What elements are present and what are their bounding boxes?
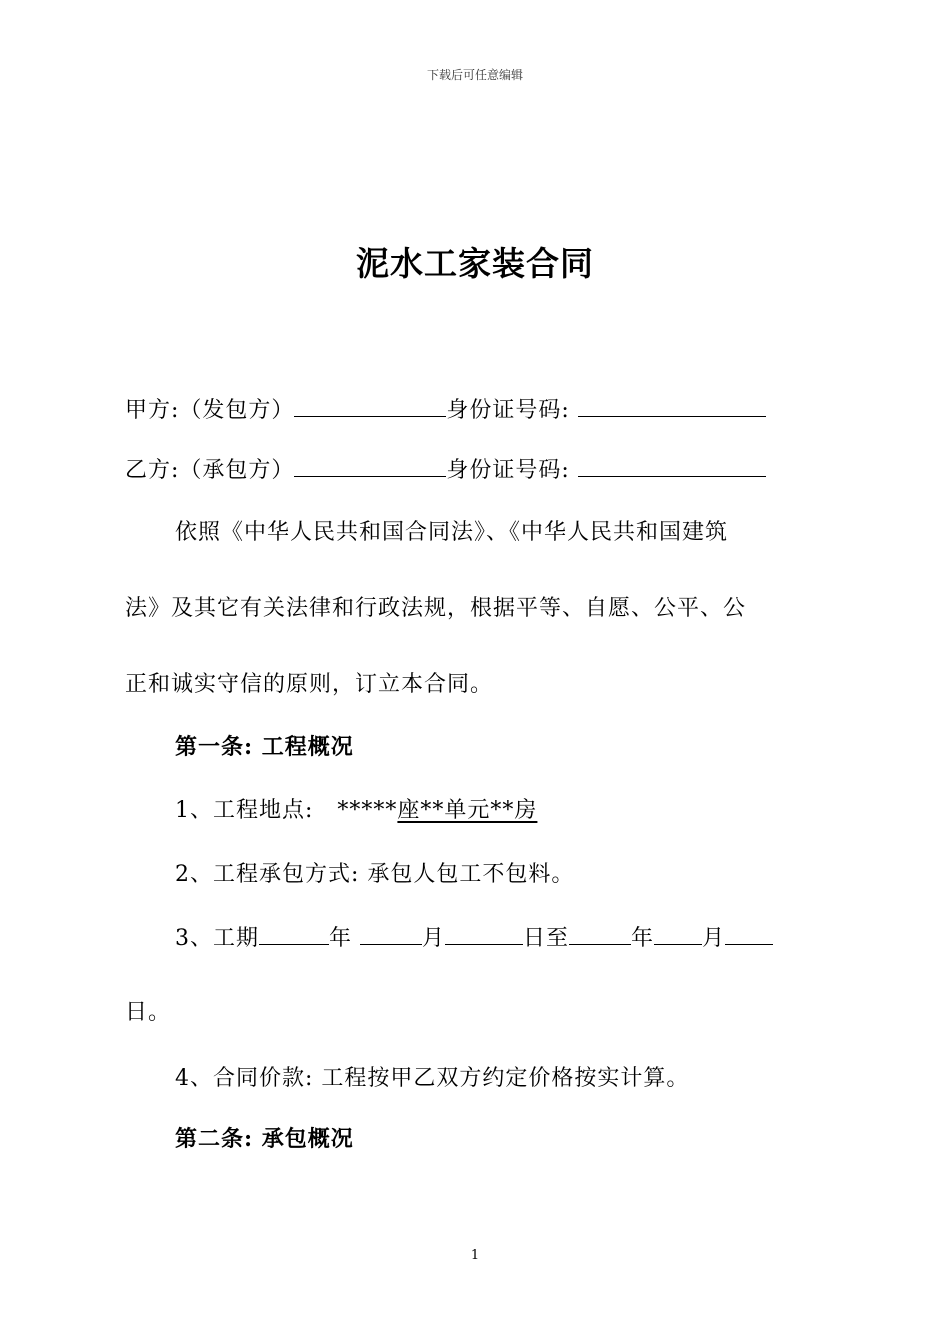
- start-year-unit: 年: [329, 926, 353, 951]
- header-note: 下载后可任意编辑: [426, 68, 523, 82]
- start-year-blank: [259, 922, 329, 945]
- party-a-id-blank: [578, 394, 766, 417]
- party-a-label: 甲方:（发包方）: [125, 398, 295, 423]
- intro-line-2: 法》及其它有关法律和行政法规，根据平等、自愿、公平、公: [125, 596, 747, 621]
- project-location-value: 座**单元**房: [397, 798, 538, 823]
- article-1-heading: 第一条: 工程概况: [175, 734, 354, 760]
- party-b-id-label: 身份证号码:: [446, 458, 570, 483]
- document-title: 泥水工家装合同: [356, 244, 594, 283]
- end-month-blank: [654, 922, 702, 945]
- intro-line-3: 正和诚实守信的原则，订立本合同。: [125, 672, 494, 697]
- end-month-unit: 月: [702, 926, 726, 951]
- duration-label: 3、工期: [175, 926, 259, 951]
- article-1-item-3: [175, 922, 773, 954]
- end-year-blank: [569, 922, 631, 945]
- page-number: 1: [470, 1248, 480, 1263]
- party-b-line: [125, 454, 766, 486]
- project-location-prefix: *****: [337, 798, 398, 823]
- article-1-item-4: 4、合同价款: 工程按甲乙双方约定价格按实计算。: [175, 1066, 690, 1091]
- party-b-label: 乙方:（承包方）: [125, 458, 295, 483]
- end-year-unit: 年: [631, 926, 655, 951]
- article-2-heading: 第二条: 承包概况: [175, 1126, 354, 1152]
- party-a-line: [125, 394, 766, 426]
- party-a-name-blank: [294, 394, 446, 417]
- article-1-item-3-end: 日。: [125, 1000, 172, 1025]
- article-1-item-2: 2、工程承包方式: 承包人包工不包料。: [175, 862, 575, 887]
- start-day-unit: 日至: [523, 926, 570, 951]
- start-month-blank: [360, 922, 422, 945]
- party-b-name-blank: [294, 454, 446, 477]
- party-a-id-label: 身份证号码:: [446, 398, 570, 423]
- project-location-label: 1、工程地点:: [175, 798, 314, 823]
- start-month-unit: 月: [422, 926, 446, 951]
- start-day-blank: [445, 922, 523, 945]
- end-day-blank: [725, 922, 773, 945]
- intro-line-1: 依照《中华人民共和国合同法》、《中华人民共和国建筑: [175, 520, 729, 545]
- article-1-item-1: [175, 796, 537, 826]
- party-b-id-blank: [578, 454, 766, 477]
